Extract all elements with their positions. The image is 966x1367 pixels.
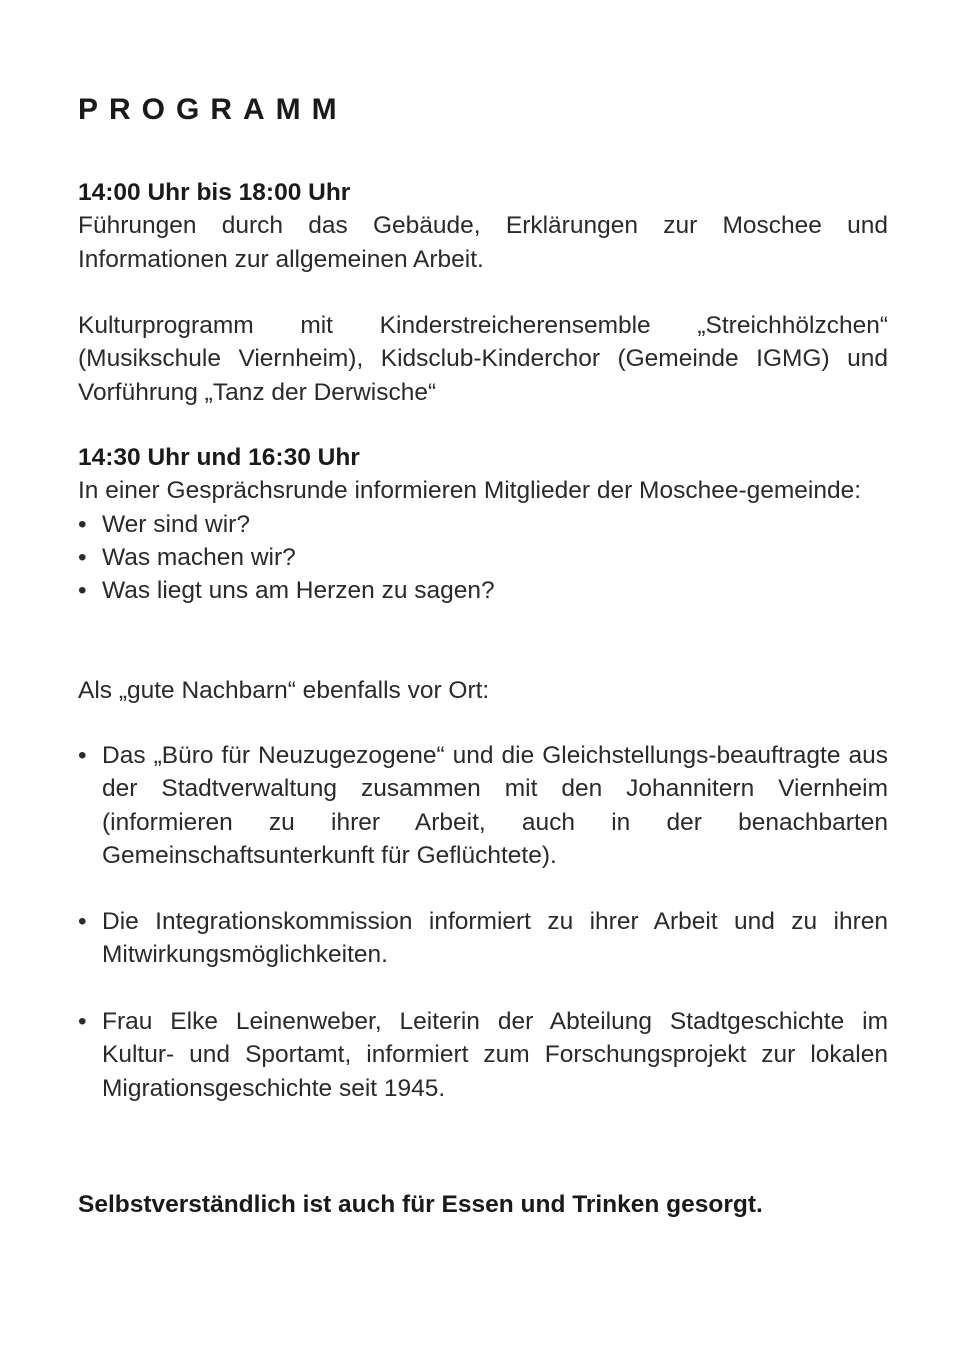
section-cultural-program: Kulturprogramm mit Kinderstreicherensemble „Streichhölzchen“ (Musikschule Viernheim), Kidsclub-Kinderchor (Gemeinde IGMG) und Vorführung „Tanz der Derwische“ xyxy=(78,312,888,406)
section-time: 14:30 Uhr und 16:30 Uhr xyxy=(78,444,360,471)
list-item: • Frau Elke Leinenweber, Leiterin der Abteilung Stadtgeschichte im Kultur- und Sportamt, informiert zum Forschungsprojekt zur lokalen Migrationsgeschichte seit 1945. xyxy=(78,1005,888,1105)
section-time: 14:00 Uhr bis 18:00 Uhr xyxy=(78,179,351,206)
list-item: • Das „Büro für Neuzugezogene“ und die Gleichstellungs-beauftragte aus der Stadtverwaltung zusammen mit den Johannitern Viernheim (informieren zu ihrer Arbeit, auch in der benachbarten Gemeinschaftsunterkunft für Geflüchtete). xyxy=(78,739,888,872)
section-discussion xyxy=(78,441,888,607)
list-item: • Wer sind wir? xyxy=(78,508,888,541)
list-item: • Was machen wir? xyxy=(78,541,888,574)
partner-list xyxy=(78,739,888,872)
catering-note: Selbstverständlich ist auch für Essen und Trinken gesorgt. xyxy=(78,1191,763,1218)
partner-list xyxy=(78,905,888,972)
page-title: PROGRAMM xyxy=(78,93,348,126)
section-guided-tours xyxy=(78,176,888,276)
partner-list xyxy=(78,1005,888,1105)
list-item: • Was liegt uns am Herzen zu sagen? xyxy=(78,574,888,607)
list-item: • Die Integrationskommission informiert zu ihrer Arbeit und zu ihren Mitwirkungsmöglichkeiten. xyxy=(78,905,888,972)
section-text: Führungen durch das Gebäude, Erklärungen zur Moschee und Informationen zur allgemeinen Arbeit. xyxy=(78,212,888,273)
neighbors-intro: Als „gute Nachbarn“ ebenfalls vor Ort: xyxy=(78,677,490,704)
discussion-questions xyxy=(78,508,888,608)
section-text: In einer Gesprächsrunde informieren Mitglieder der Moschee-gemeinde: xyxy=(78,477,862,505)
